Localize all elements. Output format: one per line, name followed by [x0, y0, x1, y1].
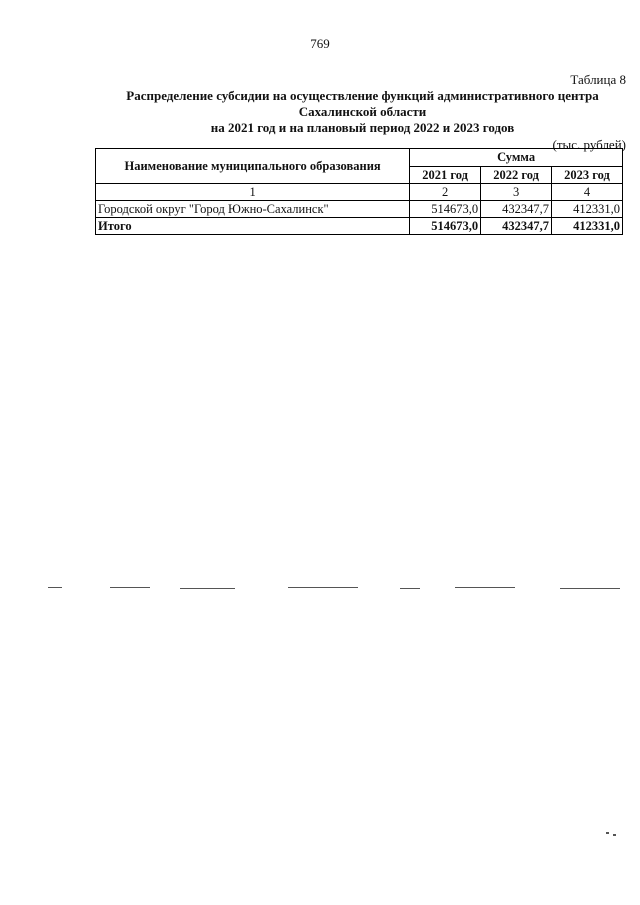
column-number-row: [96, 184, 623, 201]
header-year-2022: 2022 год: [481, 166, 552, 184]
column-number: 4: [552, 184, 623, 201]
header-year-2021: 2021 год: [410, 166, 481, 184]
subsidy-table: [95, 148, 623, 235]
table-row: [96, 201, 623, 218]
title-line-1: Распределение субсидии на осуществление функций административного центра: [126, 88, 599, 103]
value-2023: 412331,0: [552, 201, 623, 218]
total-row: [96, 218, 623, 235]
column-number: 3: [481, 184, 552, 201]
title-line-2: Сахалинской области: [298, 104, 427, 119]
header-sum: Сумма: [410, 149, 623, 167]
total-2021: 514673,0: [410, 218, 481, 235]
total-2023: 412331,0: [552, 218, 623, 235]
total-label: Итого: [96, 218, 410, 235]
page-number: 769: [310, 36, 330, 51]
document-title: [100, 88, 625, 136]
table-label: Таблица 8: [570, 72, 626, 87]
value-2022: 432347,7: [481, 201, 552, 218]
column-number: 1: [96, 184, 410, 201]
total-2022: 432347,7: [481, 218, 552, 235]
municipality-name: Городской округ "Город Южно-Сахалинск": [96, 201, 410, 218]
header-row: [96, 149, 623, 167]
title-line-3: на 2021 год и на плановый период 2022 и 2023 годов: [210, 120, 515, 135]
header-year-2023: 2023 год: [552, 166, 623, 184]
header-name: Наименование муниципального образования: [96, 149, 410, 184]
column-number: 2: [410, 184, 481, 201]
value-2021: 514673,0: [410, 201, 481, 218]
units-label: (тыс. рублей): [552, 137, 626, 152]
